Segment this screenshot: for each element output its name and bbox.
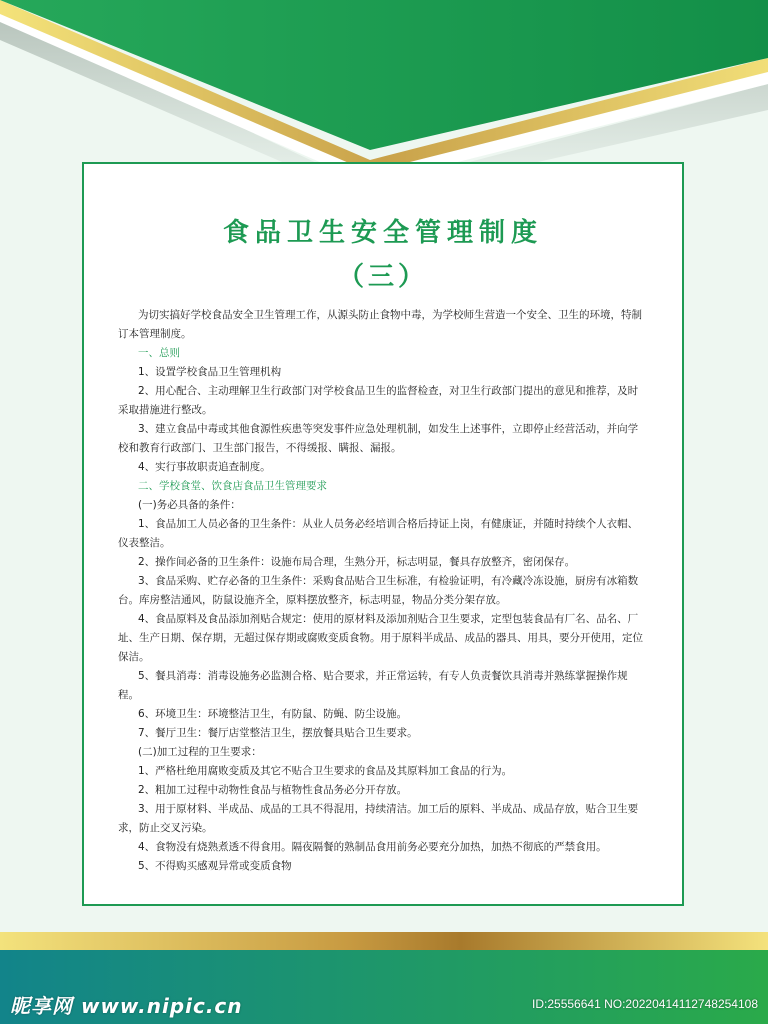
paragraph: 3、用于原材料、半成品、成品的工具不得混用，持续清洁。加工后的原料、半成品、成品存放，贴合卫生要求，防止交叉污染。: [118, 803, 639, 834]
paragraph: 2、粗加工过程中动物性食品与植物性食品务必分开存放。: [138, 784, 408, 796]
paragraph: 1、严格杜绝用腐败变质及其它不贴合卫生要求的食品及其原料加工食品的行为。: [138, 765, 513, 777]
paragraph: 4、食物没有烧熟煮透不得食用。隔夜隔餐的熟制品食用前务必要充分加热，加热不彻底的严禁食用。: [138, 841, 607, 853]
section-heading: 一、总则: [138, 347, 180, 359]
document-title: 食品卫生安全管理制度: [222, 218, 543, 248]
paragraph: 5、不得购买感观异常或变质食物: [138, 860, 292, 872]
paragraph: 5、餐具消毒：消毒设施务必监测合格、贴合要求，并正常运转，有专人负责餐饮具消毒并熟练掌握操作规程。: [118, 670, 628, 701]
section-heading: 二、学校食堂、饮食店食品卫生管理要求: [138, 480, 327, 492]
paragraph: 为切实搞好学校食品安全卫生管理工作，从源头防止食物中毒，为学校师生营造一个安全、卫生的环境，特制订本管理制度。: [118, 309, 642, 340]
paragraph: 3、建立食品中毒或其他食源性疾患等突发事件应急处理机制，如发生上述事件，立即停止经营活动，并向学校和教育行政部门、卫生部门报告，不得缓报、瞒报、漏报。: [118, 423, 639, 454]
image-id-label: ID:25556641 NO:20220414112748254108: [532, 997, 758, 1011]
watermark-logo: 昵享网 www.nipic.cn: [10, 994, 243, 1018]
paragraph: 2、用心配合、主动理解卫生行政部门对学校食品卫生的监督检查，对卫生行政部门提出的意见和推荐，及时采取措施进行整改。: [118, 385, 639, 416]
paragraph: 6、环境卫生：环境整洁卫生，有防鼠、防蝇、防尘设施。: [138, 708, 408, 720]
paragraph: 2、操作间必备的卫生条件：设施布局合理，生熟分开，标志明显，餐具存放整齐，密闭保存。: [138, 556, 576, 568]
paragraph: (二)加工过程的卫生要求：: [138, 746, 262, 758]
paragraph: 7、餐厅卫生：餐厅店堂整洁卫生，摆放餐具贴合卫生要求。: [138, 727, 418, 739]
paragraph: 1、设置学校食品卫生管理机构: [138, 366, 282, 378]
document-body: [118, 306, 648, 876]
document-panel: [82, 162, 684, 906]
document-subtitle: （三）: [337, 262, 428, 292]
paragraph: 3、食品采购、贮存必备的卫生条件：采购食品贴合卫生标准，有检验证明，有冷藏冷冻设施，厨房有冰箱数台。库房整洁通风，防鼠设施齐全，原料摆放整齐，标志明显，物品分类分架存放。: [118, 575, 639, 606]
paragraph: (一)务必具备的条件：: [138, 499, 241, 511]
paragraph: 1、食品加工人员必备的卫生条件：从业人员务必经培训合格后持证上岗，有健康证，并随时持续个人衣帽、仪表整洁。: [118, 518, 639, 549]
paragraph: 4、食品原料及食品添加剂贴合规定：使用的原材料及添加剂贴合卫生要求，定型包装食品有厂名、品名、厂址、生产日期、保存期，无超过保存期或腐败变质食物。用于原料半成品、成品的器具、用具，要分开使用，定位保洁。: [118, 613, 643, 663]
paragraph: 4、实行事故职责追查制度。: [138, 461, 271, 473]
